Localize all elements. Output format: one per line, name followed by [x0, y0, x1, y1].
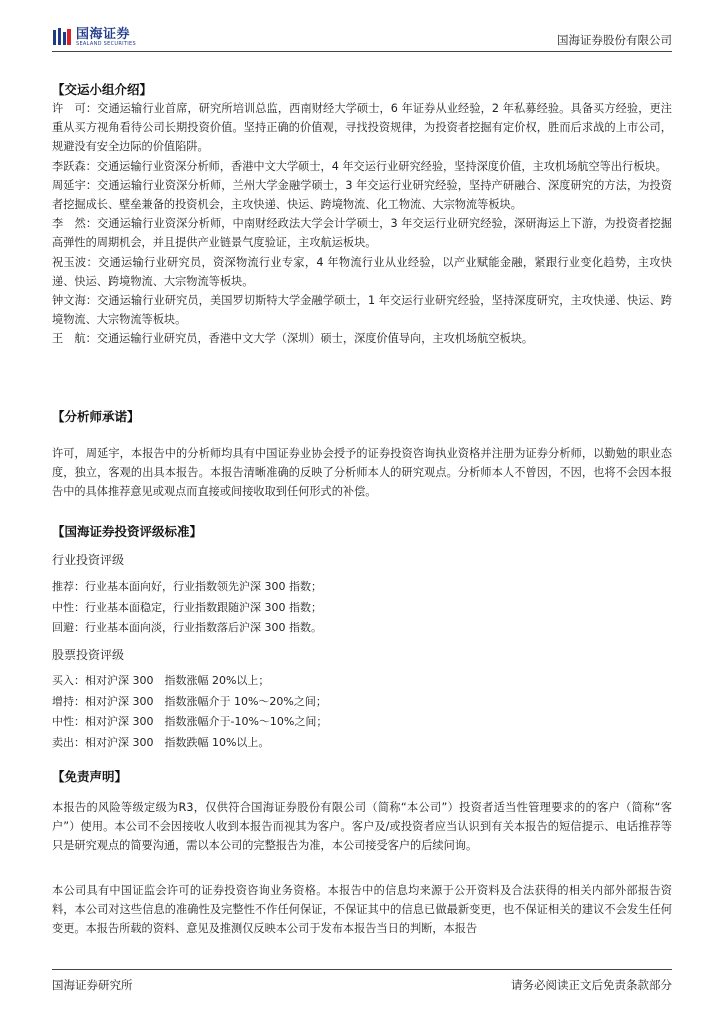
company-logo [52, 26, 136, 48]
disclaimer-paragraph: 本报告的风险等级定级为R3，仅供符合国海证券股份有限公司（简称“本公司”）投资者适当性管理要求的的客户（简称“客户”）使用。本公司不会因接收人收到本报告而视其为客户。客户及/或投资者应当认识到有关本报告的短信提示、电话推荐等只是研究观点的简要沟通，需以本公司的完整报告为准，本公司接受客户的后续问询。 [52, 801, 672, 853]
rating-section-title: 【国海证券投资评级标准】 [52, 524, 203, 539]
logo-chinese-name: 国海证券 [76, 26, 131, 42]
page-header [52, 26, 672, 48]
header-company-name: 国海证券股份有限公司 [557, 33, 672, 47]
stock-rating-list [52, 671, 327, 753]
list-item: 卖出：相对沪深 300 指数跌幅 10%以上。 [52, 735, 270, 749]
team-bio-paragraph: 祝玉波：交通运输行业研究员，资深物流行业专家，4 年物流行业从业经验，以产业赋能金融，紧跟行业变化趋势，主攻快递、快运、跨境物流、大宗物流等板块。 [52, 255, 672, 288]
list-item: 回避：行业基本面向淡，行业指数落后沪深 300 指数。 [52, 621, 322, 634]
footer-institute: 国海证券研究所 [52, 978, 133, 992]
sealand-logo-icon [52, 27, 72, 47]
team-bio-paragraph: 钟文海：交通运输行业研究员，美国罗切斯特大学金融学硕士，1 年交运行业研究经验，坚持深度研究，主攻快递、快运、跨境物流、大宗物流等板块。 [52, 294, 672, 327]
list-item: 中性：行业基本面稳定，行业指数跟随沪深 300 指数； [52, 600, 322, 614]
footer-divider [52, 969, 672, 970]
footer-notice: 请务必阅读正文后免责条款部分 [511, 978, 672, 992]
disclaimer-paragraph: 本公司具有中国证监会许可的证券投资咨询业务资格。本报告中的信息均来源于公开资料及合法获得的相关内部外部报告资料，本公司对这些信息的准确性及完整性不作任何保证，不保证其中的信息已做最新变更，也不保证相关的建议不会发生任何变更。本报告所载的资料、意见及推测仅反映本公司于发布本报告当日的判断，本报告 [52, 884, 672, 936]
team-bio-paragraph: 王 航：交通运输行业研究员，香港中文大学（深圳）硕士，深度价值导向，主攻机场航空板块。 [52, 332, 534, 346]
commitment-section-title: 【分析师承诺】 [52, 409, 140, 424]
disclaimer-text-2 [52, 881, 672, 939]
header-divider [52, 51, 672, 52]
team-bio-paragraph: 许 可：交通运输行业首席，研究所培训总监，西南财经大学硕士，6 年证券从业经验，2 年私募经验。具备买方经验，更注重从买方视角看待公司长期投资价值。坚持正确的价值观，寻找投资规律，为投资者挖掘有定价权，胜而后求战的上市公司，规避没有安全边际的价值陷阱。 [52, 102, 672, 154]
team-bio-paragraph: 李跃森：交通运输行业资深分析师，香港中文大学硕士，4 年交运行业研究经验，坚持深度价值，主攻机场航空等出行板块。 [52, 159, 667, 173]
commitment-paragraph: 许可，周延宇，本报告中的分析师均具有中国证券业协会授予的证券投资咨询执业资格并注册为证券分析师，以勤勉的职业态度，独立，客观的出具本报告。本报告清晰准确的反映了分析师本人的研究观点。分析师本人不曾因，不因，也将不会因本报告中的具体推荐意见或观点而直接或间接收取到任何形式的补偿。 [52, 447, 672, 499]
team-bio-paragraph: 周延宇：交通运输行业资深分析师，兰州大学金融学硕士，3 年交运行业研究经验，坚持产研融合、深度研究的方法，为投资者挖掘成长、壁垒兼备的投资机会，主攻快递、快运、跨境物流、化工物流、大宗物流等板块。 [52, 178, 672, 212]
team-section-title: 【交运小组介绍】 [52, 82, 153, 97]
logo-english-name: SEALAND SECURITIES [76, 40, 136, 47]
disclaimer-text-1 [52, 798, 672, 856]
commitment-text [52, 444, 672, 502]
stock-rating-title: 股票投资评级 [52, 648, 125, 662]
list-item: 增持：相对沪深 300 指数涨幅介于 10%～20%之间； [52, 694, 327, 708]
industry-rating-list [52, 577, 322, 639]
list-item: 买入：相对沪深 300 指数涨幅 20%以上； [52, 674, 270, 687]
list-item: 中性：相对沪深 300 指数涨幅介于-10%～10%之间； [52, 715, 328, 728]
list-item: 推荐：行业基本面向好，行业指数领先沪深 300 指数； [52, 580, 322, 593]
disclaimer-section-title: 【免责声明】 [52, 769, 128, 784]
team-bio-paragraph: 李 然：交通运输行业资深分析师，中南财经政法大学会计学硕士，3 年交运行业研究经验，深研海运上下游，为投资者挖掘高弹性的周期机会，并且提供产业链景气度验证，主攻航运板块。 [52, 217, 672, 250]
team-bios [52, 99, 672, 349]
industry-rating-title: 行业投资评级 [52, 553, 125, 567]
